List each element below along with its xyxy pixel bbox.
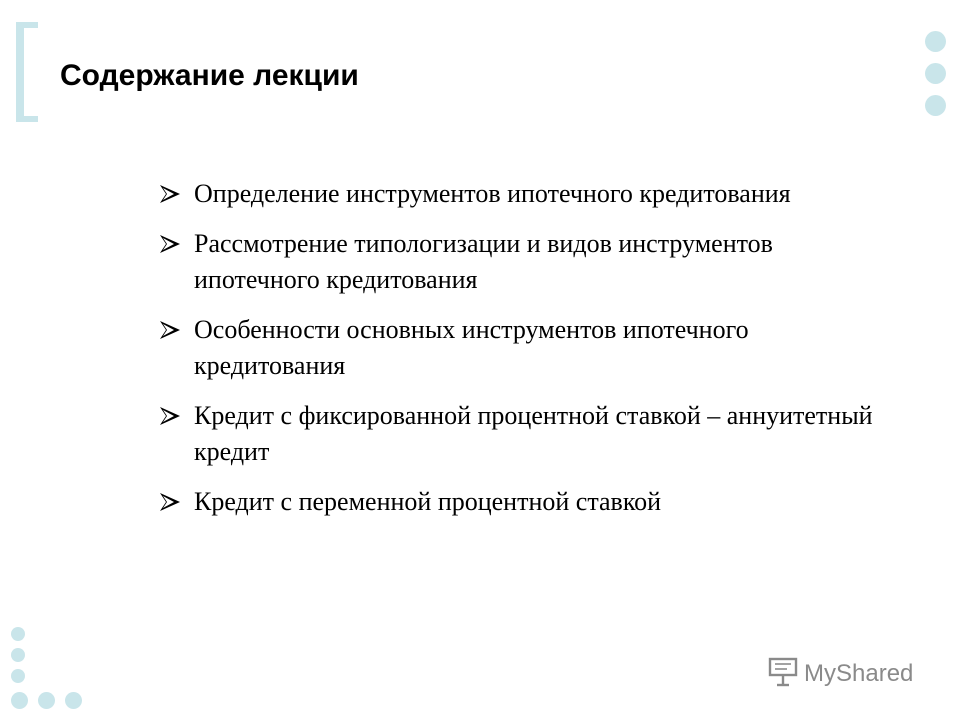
- slide-title: Содержание лекции: [60, 59, 359, 92]
- arrowhead-bullet-icon: [160, 493, 180, 511]
- list-item: [160, 398, 900, 470]
- decorative-dot: [11, 692, 28, 709]
- list-item: [160, 176, 900, 212]
- decorative-dot: [65, 692, 82, 709]
- decorative-dot: [11, 627, 25, 641]
- presentation-board-icon: [770, 659, 796, 685]
- arrowhead-bullet-icon: [160, 185, 180, 203]
- list-item-text: Особенности основных инструментов ипотечного кредитования: [194, 315, 749, 380]
- decorative-dot: [38, 692, 55, 709]
- myshared-watermark: [766, 655, 926, 689]
- arrowhead-bullet-icon: [160, 235, 180, 253]
- watermark-logo: [766, 655, 926, 689]
- decorative-dot: [925, 63, 946, 84]
- list-item: [160, 484, 900, 520]
- decorative-dot: [925, 31, 946, 52]
- decorative-dot: [11, 669, 25, 683]
- list-item-text: Кредит с переменной процентной ставкой: [194, 487, 662, 516]
- decorative-dot: [925, 95, 946, 116]
- list-item-text: Кредит с фиксированной процентной ставкой – аннуитетный кредит: [194, 401, 873, 466]
- list-item-text: Рассмотрение типологизации и видов инструментов ипотечного кредитования: [194, 229, 773, 294]
- watermark-text: MyShared: [804, 660, 914, 687]
- lecture-contents-list: [160, 176, 900, 534]
- list-item: [160, 312, 900, 384]
- decorative-dot: [11, 648, 25, 662]
- arrowhead-bullet-icon: [160, 321, 180, 339]
- list-item-text: Определение инструментов ипотечного кредитования: [194, 179, 791, 208]
- list-item: [160, 226, 900, 298]
- arrowhead-bullet-icon: [160, 407, 180, 425]
- decorative-bracket: [16, 22, 38, 122]
